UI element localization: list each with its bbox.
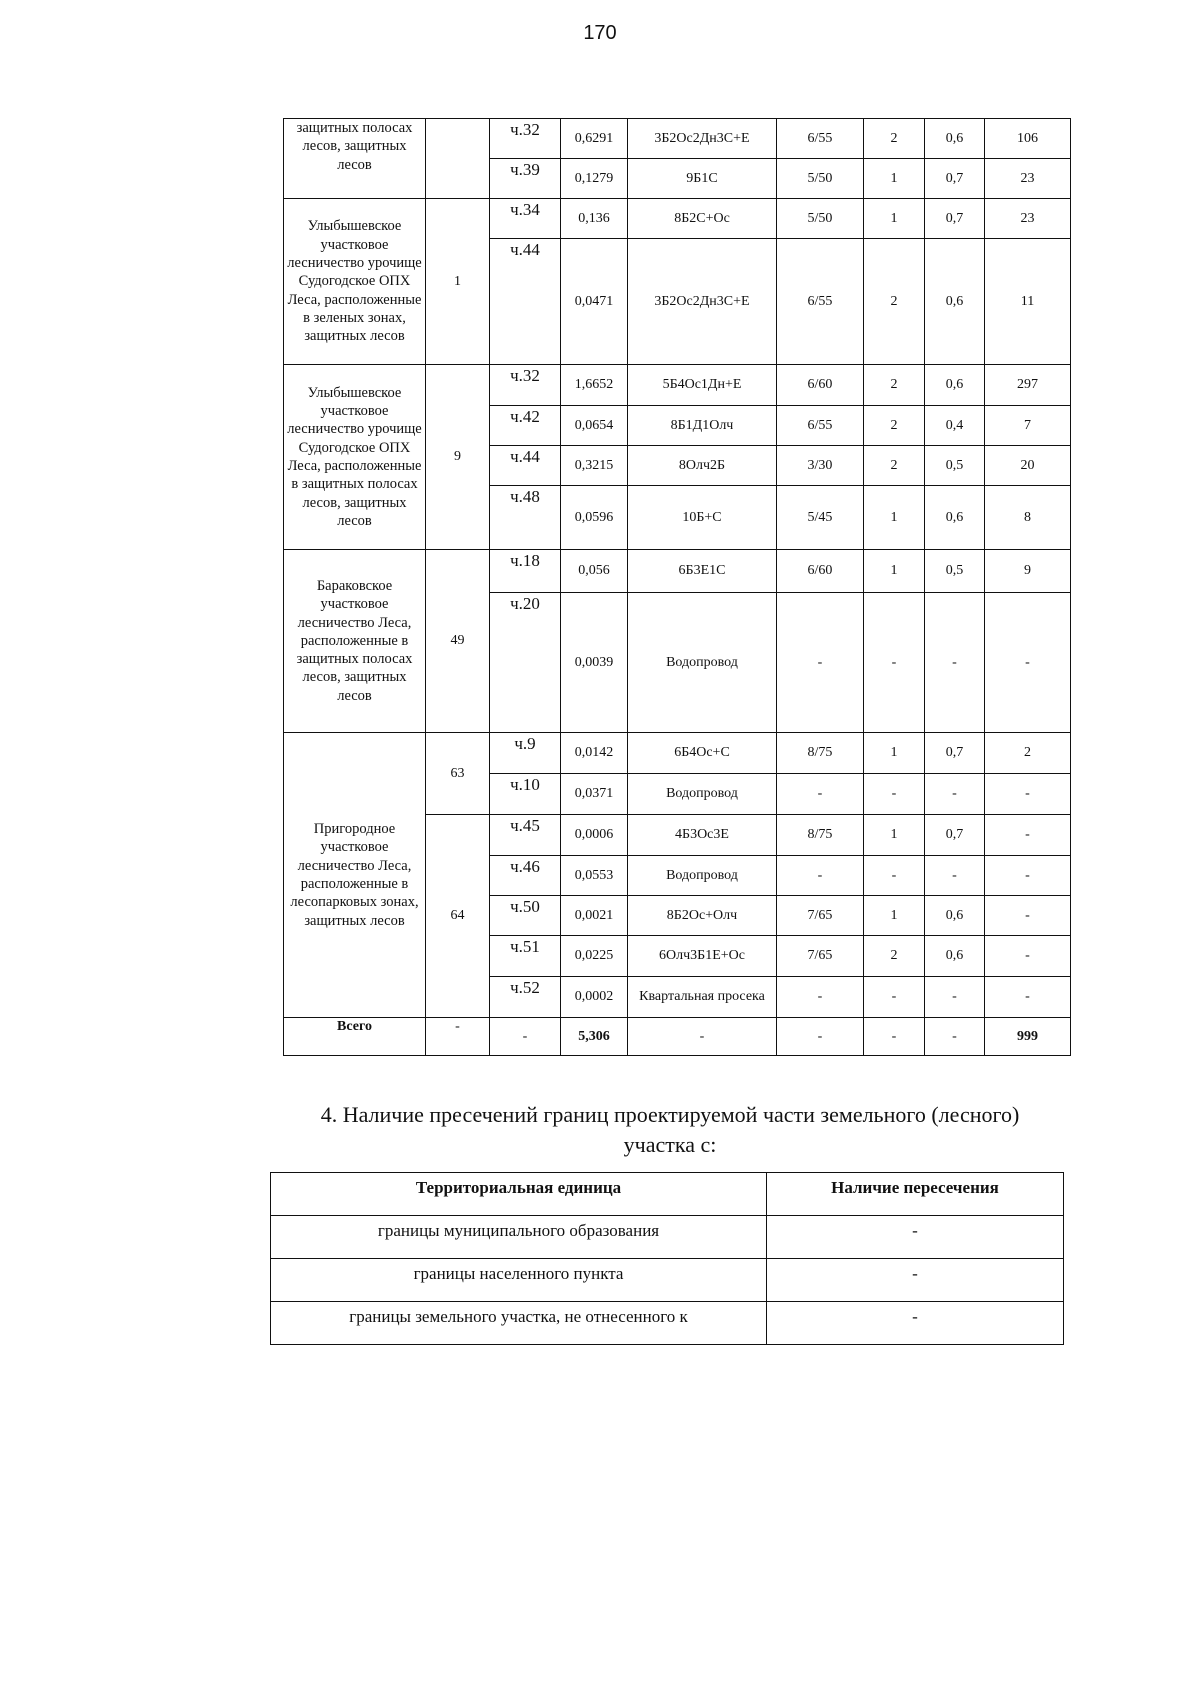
volume-cell: - <box>985 815 1071 856</box>
table-row <box>284 733 1071 774</box>
composition-cell: 8Б1Д1Олч <box>628 406 777 446</box>
volume-cell: 23 <box>985 199 1071 239</box>
part-cell: ч.50 <box>490 896 561 936</box>
density-cell: 0,4 <box>925 406 985 446</box>
forest-district-cell: защитных полосах лесов, защитных лесов <box>284 119 426 199</box>
composition-cell: 9Б1С <box>628 159 777 199</box>
age-cell: - <box>777 593 864 733</box>
table-row <box>284 199 1071 239</box>
class-cell: - <box>864 593 925 733</box>
density-cell: 0,6 <box>925 896 985 936</box>
class-cell: - <box>864 774 925 815</box>
section-heading-line: участка с: <box>623 1132 717 1157</box>
part-cell: ч.20 <box>490 593 561 733</box>
age-cell: - <box>777 977 864 1018</box>
part-cell: ч.32 <box>490 119 561 159</box>
area-cell: 0,136 <box>561 199 628 239</box>
intersection-cell: - <box>767 1216 1064 1259</box>
age-cell: 6/60 <box>777 365 864 406</box>
composition-cell: 3Б2Ос2Дн3С+Е <box>628 119 777 159</box>
class-cell: 1 <box>864 815 925 856</box>
volume-cell: - <box>985 936 1071 977</box>
density-cell: 0,6 <box>925 936 985 977</box>
area-cell: 0,0596 <box>561 486 628 550</box>
area-cell: 0,0471 <box>561 239 628 365</box>
class-cell: 2 <box>864 119 925 159</box>
area-cell: 0,0021 <box>561 896 628 936</box>
volume-cell: 106 <box>985 119 1071 159</box>
table-row <box>284 550 1071 593</box>
density-cell: 0,7 <box>925 815 985 856</box>
density-cell: 0,6 <box>925 486 985 550</box>
volume-cell: 297 <box>985 365 1071 406</box>
composition-cell: Квартальная просека <box>628 977 777 1018</box>
volume-cell: - <box>985 593 1071 733</box>
age-cell: 8/75 <box>777 733 864 774</box>
age-cell: 6/60 <box>777 550 864 593</box>
territorial-unit-cell: границы населенного пункта <box>271 1259 767 1302</box>
composition-cell: 8Олч2Б <box>628 446 777 486</box>
density-cell: - <box>925 593 985 733</box>
total-part: - <box>490 1018 561 1056</box>
class-cell: 1 <box>864 159 925 199</box>
composition-cell: 10Б+С <box>628 486 777 550</box>
part-cell: ч.44 <box>490 446 561 486</box>
forest-district-cell: Улыбышевское участковое лесничество урочище Судогодское ОПХ Леса, расположенные в защитных полосах лесов, защитных лесов <box>284 365 426 550</box>
quarter-cell: 9 <box>426 365 490 550</box>
volume-cell: - <box>985 977 1071 1018</box>
class-cell: 2 <box>864 446 925 486</box>
age-cell: 8/75 <box>777 815 864 856</box>
total-label: Всего <box>284 1018 426 1056</box>
class-cell: 1 <box>864 486 925 550</box>
volume-cell: - <box>985 774 1071 815</box>
total-class: - <box>864 1018 925 1056</box>
part-cell: ч.18 <box>490 550 561 593</box>
part-cell: ч.42 <box>490 406 561 446</box>
column-header: Территориальная единица <box>271 1173 767 1216</box>
part-cell: ч.51 <box>490 936 561 977</box>
section-heading <box>260 1100 1080 1160</box>
area-cell: 0,0142 <box>561 733 628 774</box>
density-cell: - <box>925 774 985 815</box>
area-cell: 0,0039 <box>561 593 628 733</box>
total-area: 5,306 <box>561 1018 628 1056</box>
composition-cell: Водопровод <box>628 593 777 733</box>
density-cell: - <box>925 977 985 1018</box>
composition-cell: Водопровод <box>628 856 777 896</box>
density-cell: 0,6 <box>925 119 985 159</box>
quarter-cell: 49 <box>426 550 490 733</box>
part-cell: ч.44 <box>490 239 561 365</box>
class-cell: 1 <box>864 896 925 936</box>
density-cell: 0,6 <box>925 365 985 406</box>
part-cell: ч.46 <box>490 856 561 896</box>
class-cell: 1 <box>864 733 925 774</box>
quarter-cell: 1 <box>426 199 490 365</box>
volume-cell: 23 <box>985 159 1071 199</box>
age-cell: 6/55 <box>777 119 864 159</box>
table-header-row <box>271 1173 1064 1216</box>
territorial-unit-cell: границы муниципального образования <box>271 1216 767 1259</box>
age-cell: - <box>777 856 864 896</box>
class-cell: 2 <box>864 406 925 446</box>
volume-cell: 20 <box>985 446 1071 486</box>
area-cell: 0,0006 <box>561 815 628 856</box>
volume-cell: 7 <box>985 406 1071 446</box>
age-cell: 5/45 <box>777 486 864 550</box>
density-cell: 0,7 <box>925 159 985 199</box>
composition-cell: 6Олч3Б1Е+Ос <box>628 936 777 977</box>
volume-cell: 11 <box>985 239 1071 365</box>
area-cell: 0,1279 <box>561 159 628 199</box>
age-cell: - <box>777 774 864 815</box>
column-header: Наличие пересечения <box>767 1173 1064 1216</box>
table-row <box>284 119 1071 159</box>
density-cell: 0,6 <box>925 239 985 365</box>
area-cell: 0,0002 <box>561 977 628 1018</box>
composition-cell: 6Б3Е1С <box>628 550 777 593</box>
territorial-unit-cell: границы земельного участка, не отнесенного к <box>271 1302 767 1345</box>
area-cell: 0,0225 <box>561 936 628 977</box>
part-cell: ч.34 <box>490 199 561 239</box>
age-cell: 5/50 <box>777 199 864 239</box>
density-cell: 0,5 <box>925 446 985 486</box>
quarter-cell: 64 <box>426 815 490 1018</box>
class-cell: - <box>864 977 925 1018</box>
forest-district-cell: Пригородное участковое лесничество Леса, расположенные в лесопарковых зонах, защитных лесов <box>284 733 426 1018</box>
intersection-cell: - <box>767 1259 1064 1302</box>
forest-district-cell: Улыбышевское участковое лесничество урочище Судогодское ОПХ Леса, расположенные в зеленых зонах, защитных лесов <box>284 199 426 365</box>
total-volume: 999 <box>985 1018 1071 1056</box>
part-cell: ч.39 <box>490 159 561 199</box>
part-cell: ч.10 <box>490 774 561 815</box>
class-cell: 1 <box>864 199 925 239</box>
area-cell: 0,0371 <box>561 774 628 815</box>
composition-cell: 8Б2Ос+Олч <box>628 896 777 936</box>
part-cell: ч.32 <box>490 365 561 406</box>
part-cell: ч.45 <box>490 815 561 856</box>
volume-cell: 8 <box>985 486 1071 550</box>
age-cell: 3/30 <box>777 446 864 486</box>
class-cell: - <box>864 856 925 896</box>
total-density: - <box>925 1018 985 1056</box>
total-age: - <box>777 1018 864 1056</box>
age-cell: 5/50 <box>777 159 864 199</box>
quarter-cell <box>426 119 490 199</box>
table-row <box>284 365 1071 406</box>
table-row <box>271 1259 1064 1302</box>
table-row <box>271 1216 1064 1259</box>
class-cell: 2 <box>864 239 925 365</box>
composition-cell: 5Б4Ос1Дн+Е <box>628 365 777 406</box>
quarter-cell: 63 <box>426 733 490 815</box>
density-cell: 0,5 <box>925 550 985 593</box>
total-row <box>284 1018 1071 1056</box>
area-cell: 0,0654 <box>561 406 628 446</box>
area-cell: 0,0553 <box>561 856 628 896</box>
area-cell: 1,6652 <box>561 365 628 406</box>
volume-cell: - <box>985 896 1071 936</box>
page-number: 170 <box>583 22 617 44</box>
area-cell: 0,3215 <box>561 446 628 486</box>
forest-plots-table <box>283 118 1071 1056</box>
part-cell: ч.52 <box>490 977 561 1018</box>
table-row <box>271 1302 1064 1345</box>
composition-cell: 3Б2Ос2Дн3С+Е <box>628 239 777 365</box>
class-cell: 1 <box>864 550 925 593</box>
total-quarter: - <box>426 1018 490 1056</box>
density-cell: - <box>925 856 985 896</box>
age-cell: 7/65 <box>777 936 864 977</box>
part-cell: ч.9 <box>490 733 561 774</box>
volume-cell: - <box>985 856 1071 896</box>
section-heading-line: 4. Наличие пресечений границ проектируемой части земельного (лесного) <box>320 1102 1020 1127</box>
intersections-table <box>270 1172 1064 1345</box>
density-cell: 0,7 <box>925 733 985 774</box>
age-cell: 6/55 <box>777 239 864 365</box>
forest-district-cell: Бараковское участковое лесничество Леса, расположенные в защитных полосах лесов, защитных лесов <box>284 550 426 733</box>
age-cell: 7/65 <box>777 896 864 936</box>
volume-cell: 2 <box>985 733 1071 774</box>
volume-cell: 9 <box>985 550 1071 593</box>
composition-cell: Водопровод <box>628 774 777 815</box>
class-cell: 2 <box>864 936 925 977</box>
area-cell: 0,056 <box>561 550 628 593</box>
area-cell: 0,6291 <box>561 119 628 159</box>
class-cell: 2 <box>864 365 925 406</box>
intersection-cell: - <box>767 1302 1064 1345</box>
composition-cell: 8Б2С+Ос <box>628 199 777 239</box>
composition-cell: 4Б3Ос3Е <box>628 815 777 856</box>
part-cell: ч.48 <box>490 486 561 550</box>
density-cell: 0,7 <box>925 199 985 239</box>
age-cell: 6/55 <box>777 406 864 446</box>
composition-cell: 6Б4Ос+С <box>628 733 777 774</box>
total-composition: - <box>628 1018 777 1056</box>
